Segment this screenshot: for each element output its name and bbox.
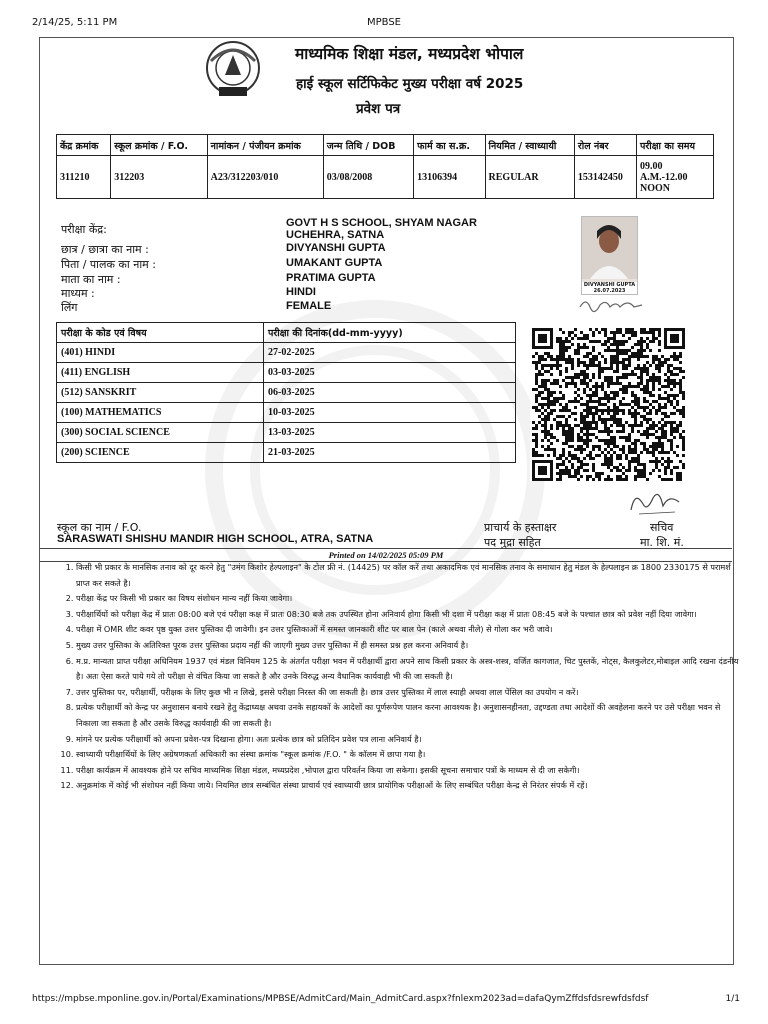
student-photo (581, 216, 638, 295)
subject-date: 27-02-2025 (264, 343, 516, 363)
subjects-table (56, 322, 516, 463)
subject-name: (401) HINDI (57, 343, 264, 363)
subject-name: (200) SCIENCE (57, 443, 264, 463)
instruction-item: 6. म.प्र. मान्यता प्राप्त परीक्षा अधिनियम 1937 एवं मंडल विनियम 125 के अंतर्गत परीक्षा भवन में परीक्षार्थी द्वारा अपने साथ किसी प्रकार के अस्त्र-शस्त्र, वर्जित कागजात, चिट पुस्तकें, नोट्स, कैलकुलेटर,मोबाइल आदि रखना दंडनीय है। अतः ऐसा करते पाये गये तो परीक्षा से वंचित किया जा सकते है और उनके विरुद्ध अन्य वैधानिक कार्यवाही भी की जा सकती है। (76, 654, 744, 685)
instruction-item: 1. किसी भी प्रकार के मानसिक तनाव को दूर करने हेतु "उमंग किशोर हेल्पलाइन" के टोल फ्री नं. (14425) पर कॉल करें तथा अकादमिक एवं मानसिक तनाव के समाधान हेतु मंडल के हेल्पलाइन क्र 1800 2330175 से परामर्श प्राप्त कर सकते है। (76, 560, 744, 591)
person-photo-icon (582, 217, 637, 279)
student-signature (578, 295, 644, 313)
center-value-line1: GOVT H S SCHOOL, SHYAM NAGAR (286, 217, 477, 229)
printed-on-stamp: Printed on 14/02/2025 05:09 PM (40, 548, 732, 562)
enrollment-value: A23/312203/010 (207, 156, 323, 199)
principal-signature-label: प्राचार्य के हस्ताक्षर (484, 521, 557, 534)
qr-code (530, 328, 688, 481)
subject-name: (300) SOCIAL SCIENCE (57, 423, 264, 443)
instruction-item: 7. उत्तर पुस्तिका पर, परीक्षार्थी, परीक्षक के लिए कुछ भी न लिखे, इससे परीक्षा निरस्त की जा सकती है। छात्र उत्तर पुस्तिका में लाल स्याही अथवा लाल पेंसिल का उपयोग न करें। (76, 685, 744, 701)
board-title: माध्यमिक शिक्षा मंडल, मध्यप्रदेश भोपाल (295, 45, 524, 63)
school-code-value: 312203 (111, 156, 207, 199)
student-name-label: छात्र / छात्रा का नाम : (61, 243, 149, 256)
subject-name: (512) SANSKRIT (57, 383, 264, 403)
mother-name-value: PRATIMA GUPTA (286, 272, 376, 284)
print-page-title: MPBSE (366, 17, 401, 28)
father-name-value: UMAKANT GUPTA (286, 257, 383, 269)
subject-row (57, 403, 516, 423)
photo-caption-date: 26.07.2023 (593, 288, 626, 294)
header-center-code: केंद्र क्रमांक (57, 135, 111, 156)
school-label: स्कूल का नाम / F.O. (57, 521, 142, 534)
subject-date: 06-03-2025 (264, 383, 516, 403)
instruction-item: 2. परीक्षा केंद्र पर किसी भी प्रकार का विषय संशोधन मान्य नहीं किया जावेगा। (76, 591, 744, 607)
center-code-value: 311210 (57, 156, 111, 199)
header-school-code: स्कूल क्रमांक / F.O. (111, 135, 207, 156)
photo-caption-name: DIVYANSHI GUPTA (583, 282, 636, 288)
subject-row (57, 443, 516, 463)
instruction-item: 11. परीक्षा कार्यक्रम में आवश्यक होने पर सचिव माध्यमिक शिक्षा मंडल, मध्यप्रदेश ,भोपाल द्वारा परिवर्तन किया जा सकेगा। इसकी सूचना समाचार पत्रों के माध्यम से दी जा सकेगी। (76, 763, 744, 779)
form-no-value: 13106394 (414, 156, 485, 199)
instruction-item: 3. परीक्षार्थियों को परीक्षा केंद्र में प्रातः 08:00 बजे एवं परीक्षा कक्ष में प्रातः 08:30 बजे तक उपस्थित होना अनिवार्य होगा किसी भी दशा में परीक्षा कक्ष में प्रातः 08:45 बजे के पश्चात छात्र को प्रवेश नहीं दिया जावेगा। (76, 607, 744, 623)
secretary-signature (625, 484, 685, 518)
center-label: परीक्षा केंद्र: (61, 223, 107, 236)
subject-date: 03-03-2025 (264, 363, 516, 383)
instruction-item: 9. मांगने पर प्रत्येक परीक्षार्थी को अपना प्रवेश-पत्र दिखाना होगा। अतः प्रत्येक छात्र को प्रतिदिन प्रवेश पत्र लाना अनिवार्य है। (76, 732, 744, 748)
subject-row (57, 423, 516, 443)
gender-value: FEMALE (286, 300, 332, 312)
medium-label: माध्यम : (61, 287, 95, 300)
gender-label: लिंग (61, 301, 78, 314)
board-seal-logo (203, 41, 263, 99)
subjects-header-row (57, 323, 516, 343)
header-form-no: फार्म का स.क्र. (414, 135, 485, 156)
principal-seal-label: पद मुद्रा सहित (484, 536, 541, 549)
subject-name: (411) ENGLISH (57, 363, 264, 383)
instruction-item: 12. अनुक्रमांक में कोई भी संशोधन नहीं किया जाये। नियमित छात्र सम्बंधित संस्था प्राचार्य एवं स्वाध्यायी छात्र प्रायोगिक परीक्षाओं के लिए सम्बंधित परीक्षा केन्द्र से निरंतर संपर्क में रहें। (76, 778, 744, 794)
header-roll-no: रोल नंबर (574, 135, 636, 156)
subject-row (57, 383, 516, 403)
info-value-row (57, 156, 714, 199)
subject-row (57, 343, 516, 363)
student-name-value: DIVYANSHI GUPTA (286, 242, 386, 254)
instruction-item: 5. मुख्य उत्तर पुस्तिका के अतिरिक्त पूरक उत्तर पुस्तिका प्रदाय नहीं की जाएगी मुख्य उत्तर पुस्तिका में ही समस्त प्रश्न हल करना अनिवार्य है। (76, 638, 744, 654)
exam-time-value: 09.00 A.M.-12.00 NOON (637, 156, 714, 199)
center-value-line2: UCHEHRA, SATNA (286, 229, 385, 241)
subject-date: 10-03-2025 (264, 403, 516, 423)
candidate-info-table (56, 134, 714, 199)
exam-title: हाई स्कूल सर्टिफिकेट मुख्य परीक्षा वर्ष 2025 (296, 76, 524, 92)
instruction-item: 10. स्वाध्यायी परीक्षार्थियों के लिए अग्रेषणकर्ता अधिकारी का संस्था क्रमांक "स्कूल क्रमांक /F.O. " के कॉलम में छापा गया है। (76, 747, 744, 763)
subject-row (57, 363, 516, 383)
instruction-item: 8. प्रत्येक परीक्षार्थी को केन्द्र पर अनुशासन बनाये रखने हेतु केंद्राध्यक्ष अथवा उनके सहायकों के आदेशों का पूर्णरूपेण पालन करना आवश्यक है। अनुशासनहीनता, उद्दण्डता तथा आदेशों की अवहेलना करने पर उसे परीक्षा भवन से निकाला जा सकता है और उसके विरुद्ध कार्यवाही की जा सकती है। (76, 700, 744, 731)
type-value: REGULAR (485, 156, 574, 199)
document-title: प्रवेश पत्र (356, 101, 401, 117)
mother-name-label: माता का नाम : (61, 273, 121, 286)
header-exam-time: परीक्षा का समय (637, 135, 714, 156)
subject-name: (100) MATHEMATICS (57, 403, 264, 423)
print-page-number: 1/1 (725, 994, 740, 1004)
subjects-head-date: परीक्षा की दिनांक(dd-mm-yyyy) (264, 323, 516, 343)
print-footer (0, 994, 768, 1008)
instructions-list (58, 560, 744, 794)
print-header (0, 17, 768, 31)
header-type: नियमित / स्वाध्यायी (485, 135, 574, 156)
subject-date: 13-03-2025 (264, 423, 516, 443)
school-name: SARASWATI SHISHU MANDIR HIGH SCHOOL, ATRA, SATNA (57, 533, 374, 545)
header-dob: जन्म तिथि / DOB (323, 135, 413, 156)
medium-value: HINDI (286, 286, 316, 298)
father-name-label: पिता / पालक का नाम : (61, 258, 156, 271)
instruction-item: 4. परीक्षा में OMR शीट कवर पृष्ठ युक्त उत्तर पुस्तिका दी जावेगी। इन उत्तर पुस्तिकाओं में समस्त जानकारी शीट पर बाल पेन (काले अथवा नीले) से गोला कर भरी जावे। (76, 622, 744, 638)
info-header-row (57, 135, 714, 156)
header-enrollment: नामांकन / पंजीयन क्रमांक (207, 135, 323, 156)
print-datetime: 2/14/25, 5:11 PM (32, 17, 118, 28)
subject-date: 21-03-2025 (264, 443, 516, 463)
roll-no-value: 153142450 (574, 156, 636, 199)
subjects-head-subject: परीक्षा के कोड एवं विषय (57, 323, 264, 343)
secretary-org-label: मा. शि. मं. (640, 536, 684, 549)
dob-value: 03/08/2008 (323, 156, 413, 199)
print-url: https://mpbse.mponline.gov.in/Portal/Examinations/MPBSE/AdmitCard/Main_AdmitCard.aspx?fnlexm2023ad=dafaQymZffdsfdsrewfdsfdsf (32, 994, 649, 1004)
secretary-label: सचिव (650, 521, 674, 534)
